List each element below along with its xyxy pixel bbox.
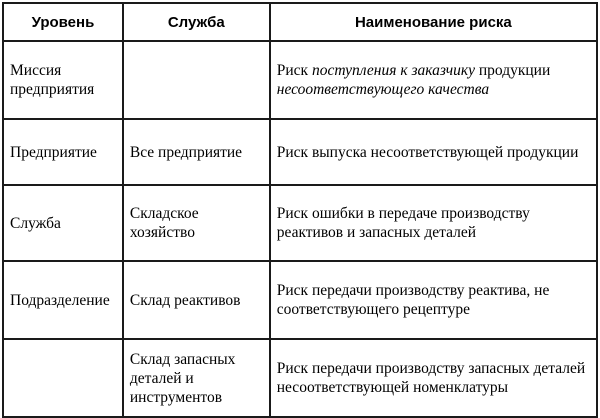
level-cell: Служба <box>3 185 123 261</box>
risk-cell: Риск ошибки в передаче производству реактивов и запасных деталей <box>270 185 597 261</box>
service-cell <box>123 41 270 119</box>
table-row <box>3 261 597 339</box>
risk-cell: Риск передачи производству реактива, не соответствующего рецептуре <box>270 261 597 339</box>
service-cell: Складское хозяйство <box>123 185 270 261</box>
level-cell <box>3 339 123 417</box>
service-cell: Склад реактивов <box>123 261 270 339</box>
risk-table <box>2 2 598 418</box>
table-row <box>3 339 597 417</box>
level-cell: Подразделение <box>3 261 123 339</box>
table-row <box>3 119 597 185</box>
risk-text-prefix: Риск <box>276 62 312 79</box>
table-row <box>3 185 597 261</box>
risk-text-italic: несоответствующего качества <box>276 81 490 98</box>
level-cell: Миссия предприятия <box>3 41 123 119</box>
risk-cell: Риск выпуска несоответствующей продукции <box>270 119 597 185</box>
level-cell: Предприятие <box>3 119 123 185</box>
header-row <box>3 3 597 41</box>
header-risk-name: Наименование риска <box>270 3 597 41</box>
risk-cell: Риск передачи производству запасных деталей несоответствующей номенклатуры <box>270 339 597 417</box>
risk-cell <box>270 41 597 119</box>
header-level: Уровень <box>3 3 123 41</box>
table-row <box>3 41 597 119</box>
risk-text-middle: продукции <box>474 62 551 79</box>
header-service: Служба <box>123 3 270 41</box>
service-cell: Склад запасных деталей и инструментов <box>123 339 270 417</box>
service-cell: Все предприятие <box>123 119 270 185</box>
risk-text-italic: поступления к заказчику <box>311 62 475 79</box>
